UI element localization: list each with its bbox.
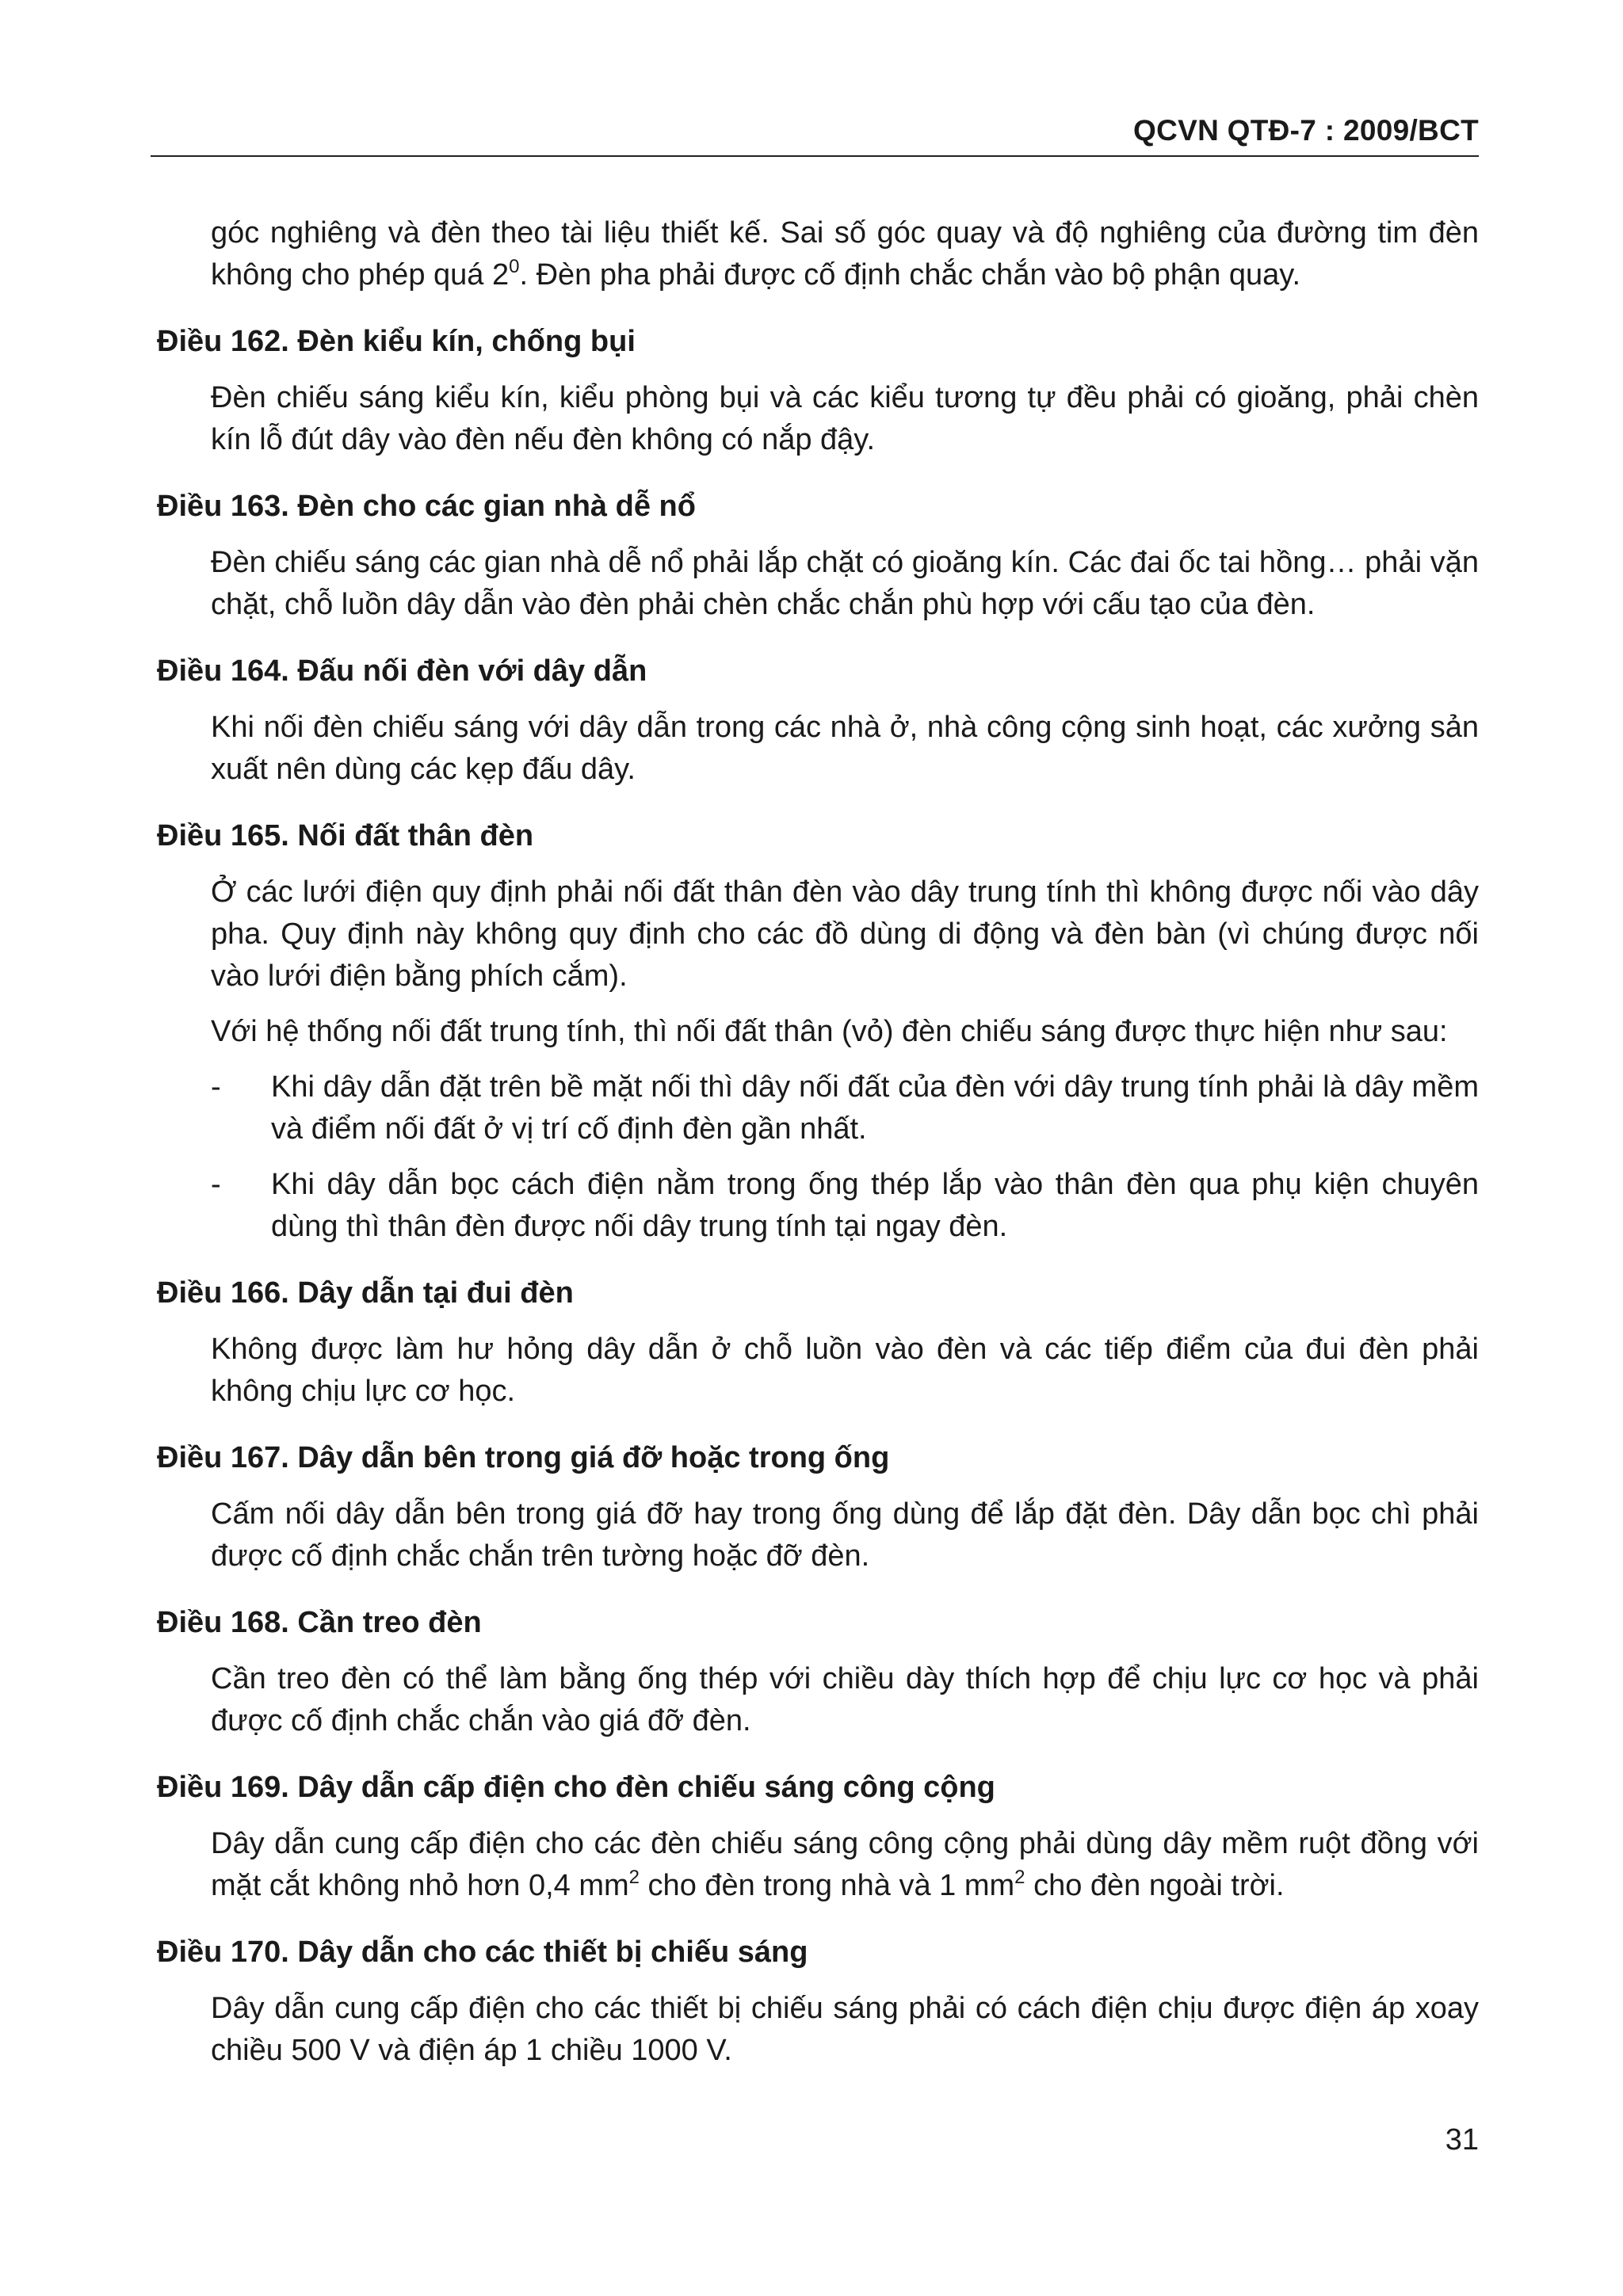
section-title: Điều 162. Đèn kiểu kín, chống bụi	[157, 325, 636, 358]
squared-superscript: 2	[1014, 1867, 1025, 1888]
page-number: 31	[1445, 2123, 1479, 2157]
bullet-dash: -	[211, 1168, 221, 1201]
intro-text-a: góc nghiêng và đèn theo tài liệu thiết kế. Sai số góc quay và độ nghiêng của đường tim đèn không cho phép quá 2	[211, 216, 1479, 292]
page-content	[157, 212, 1479, 2072]
section-text	[211, 1823, 1479, 1907]
section-text: Ở các lưới điện quy định phải nối đất thân đèn vào dây trung tính thì không được nối vào dây pha. Quy định này không quy định cho các đồ dùng di động và đèn bàn (vì chúng được nối vào lưới điện bằng phích cắm).	[211, 875, 1479, 993]
section-162	[157, 322, 1479, 461]
intro-text-b: . Đèn pha phải được cố định chắc chắn vào bộ phận quay.	[519, 258, 1301, 292]
section-text: Đèn chiếu sáng kiểu kín, kiểu phòng bụi và các kiểu tương tự đều phải có gioăng, phải chèn kín lỗ đút dây vào đèn nếu đèn không có nắp đậy.	[211, 381, 1479, 456]
intro-paragraph	[211, 212, 1479, 296]
section-text-b: cho đèn trong nhà và 1 mm	[640, 1869, 1015, 1902]
section-text: Khi nối đèn chiếu sáng với dây dẫn trong các nhà ở, nhà công cộng sinh hoạt, các xưởng sản xuất nên dùng các kẹp đấu dây.	[211, 711, 1479, 786]
bullet-dash: -	[211, 1070, 221, 1104]
section-164	[157, 651, 1479, 791]
section-title: Điều 165. Nối đất thân đèn	[157, 819, 534, 852]
bullet-item	[211, 1066, 1479, 1150]
section-title: Điều 168. Cần treo đèn	[157, 1606, 482, 1639]
section-168	[157, 1603, 1479, 1742]
section-title: Điều 167. Dây dẫn bên trong giá đỡ hoặc trong ống	[157, 1441, 890, 1474]
section-title: Điều 169. Dây dẫn cấp điện cho đèn chiếu sáng công cộng	[157, 1771, 995, 1804]
section-title: Điều 170. Dây dẫn cho các thiết bị chiếu sáng	[157, 1936, 808, 1969]
section-text: Cấm nối dây dẫn bên trong giá đỡ hay trong ống dùng để lắp đặt đèn. Dây dẫn bọc chì phải được cố định chắc chắn trên tường hoặc đỡ đèn.	[211, 1497, 1479, 1573]
section-163	[157, 486, 1479, 626]
bullet-item	[211, 1164, 1479, 1248]
section-text: Dây dẫn cung cấp điện cho các thiết bị chiếu sáng phải có cách điện chịu được điện áp xoay chiều 500 V và điện áp 1 chiều 1000 V.	[211, 1992, 1479, 2067]
section-text: Không được làm hư hỏng dây dẫn ở chỗ luồn vào đèn và các tiếp điểm của đui đèn phải không chịu lực cơ học.	[211, 1333, 1479, 1408]
section-166	[157, 1273, 1479, 1413]
section-169	[157, 1768, 1479, 1907]
degree-superscript: 0	[509, 256, 520, 277]
standard-code: QCVN QTĐ-7 : 2009/BCT	[1133, 114, 1479, 147]
page-header	[151, 111, 1479, 157]
section-170	[157, 1932, 1479, 2072]
section-text-2: Với hệ thống nối đất trung tính, thì nối đất thân (vỏ) đèn chiếu sáng được thực hiện như sau:	[211, 1015, 1448, 1048]
section-text-c: cho đèn ngoài trời.	[1025, 1869, 1285, 1902]
bullet-text: Khi dây dẫn bọc cách điện nằm trong ống thép lắp vào thân đèn qua phụ kiện chuyên dùng thì thân đèn được nối dây trung tính tại ngay đèn.	[271, 1168, 1479, 1243]
bullet-text: Khi dây dẫn đặt trên bề mặt nối thì dây nối đất của đèn với dây trung tính phải là dây mềm và điểm nối đất ở vị trí cố định đèn gần nhất.	[271, 1070, 1479, 1146]
section-title: Điều 164. Đấu nối đèn với dây dẫn	[157, 654, 647, 688]
squared-superscript: 2	[628, 1867, 640, 1888]
section-167	[157, 1438, 1479, 1577]
section-title: Điều 166. Dây dẫn tại đui đèn	[157, 1276, 574, 1310]
section-text: Cần treo đèn có thể làm bằng ống thép với chiều dày thích hợp để chịu lực cơ học và phải được cố định chắc chắn vào giá đỡ đèn.	[211, 1662, 1479, 1737]
section-text: Đèn chiếu sáng các gian nhà dễ nổ phải lắp chặt có gioăng kín. Các đai ốc tai hồng… phải vặn chặt, chỗ luồn dây dẫn vào đèn phải chèn chắc chắn phù hợp với cấu tạo của đèn.	[211, 546, 1479, 621]
section-text-a: Dây dẫn cung cấp điện cho các đèn chiếu sáng công cộng phải dùng dây mềm ruột đồng với mặt cắt không nhỏ hơn 0,4 mm	[211, 1827, 1479, 1902]
section-165	[157, 816, 1479, 1248]
section-title: Điều 163. Đèn cho các gian nhà dễ nổ	[157, 490, 696, 523]
